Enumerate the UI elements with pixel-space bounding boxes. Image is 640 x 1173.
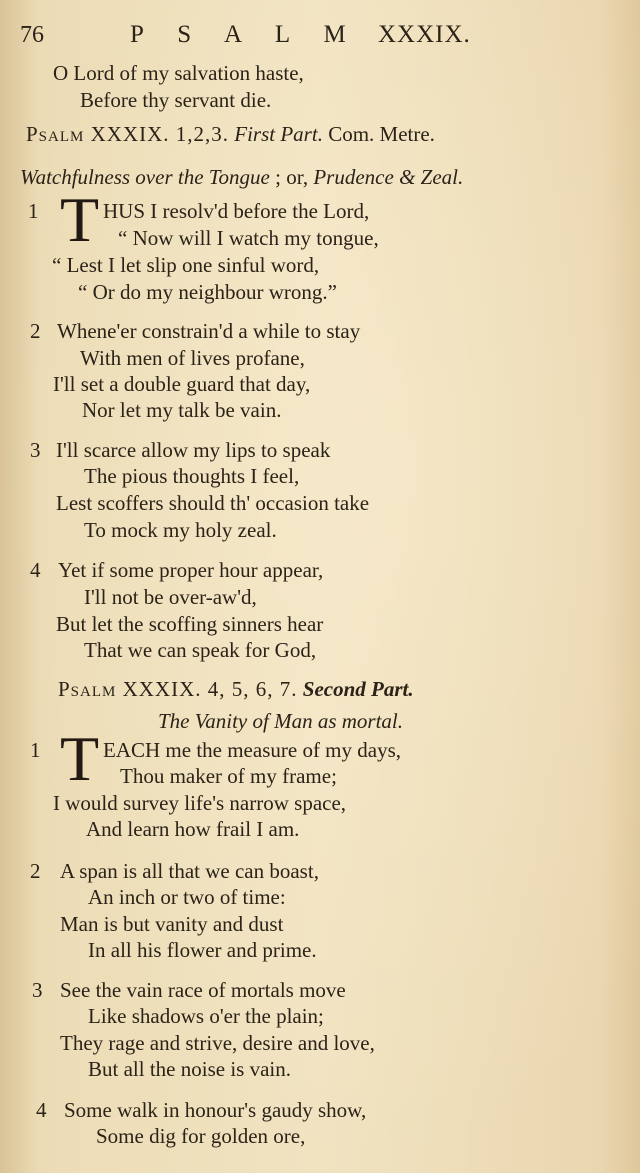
verse-line: To mock my holy zeal. — [84, 518, 277, 542]
part2-subtitle: The Vanity of Man as mortal. — [158, 709, 403, 733]
verse-line: An inch or two of time: — [88, 885, 286, 909]
verse-line: See the vain race of mortals move — [60, 978, 346, 1002]
verse-line: I'll scarce allow my lips to speak — [56, 438, 331, 462]
verse-line: Thou maker of my frame; — [120, 764, 337, 788]
continued-line: O Lord of my salvation haste, — [53, 61, 304, 85]
stanza-number: 3 — [32, 978, 43, 1002]
verse-line: The pious thoughts I feel, — [84, 464, 300, 488]
stanza-number: 2 — [30, 859, 41, 883]
stanza-number: 4 — [36, 1098, 47, 1122]
verse-line: “ Lest I let slip one sinful word, — [52, 253, 320, 277]
drop-cap: T — [60, 184, 100, 255]
part1-heading-part: First Part. — [234, 122, 323, 146]
part1-subtitle-a: Watchfulness over the Tongue — [20, 165, 270, 189]
part2-heading-part: Second Part. — [302, 677, 414, 701]
verse-line: I'll not be over-aw'd, — [84, 585, 257, 609]
running-psalm-number: XXXIX. — [378, 21, 471, 48]
page-number: 76 — [20, 22, 44, 48]
stanza-number: 4 — [30, 558, 41, 582]
stanza-number: 2 — [30, 319, 41, 343]
part2-heading-psalm: Psalm XXXIX. 4, 5, 6, 7. — [58, 677, 298, 701]
verse-line: With men of lives profane, — [80, 346, 305, 370]
verse-line: Whene'er constrain'd a while to stay — [57, 319, 361, 343]
verse-line: And learn how frail I am. — [86, 817, 300, 841]
verse-line: But all the noise is vain. — [88, 1057, 291, 1081]
verse-line: Some dig for golden ore, — [96, 1124, 306, 1148]
verse-line: Some walk in honour's gaudy show, — [64, 1098, 367, 1122]
verse-line: “ Or do my neighbour wrong.” — [78, 280, 337, 304]
part1-subtitle-b: Prudence & Zeal. — [313, 165, 464, 189]
verse-line: HUS I resolv'd before the Lord, — [103, 199, 370, 223]
drop-cap: T — [60, 723, 100, 794]
verse-line: Like shadows o'er the plain; — [88, 1004, 324, 1028]
part2-heading — [58, 676, 414, 702]
part1-heading — [26, 121, 435, 147]
verse-line: I would survey life's narrow space, — [53, 791, 347, 815]
part1-heading-metre: Com. Metre. — [328, 122, 435, 146]
verse-line: That we can speak for God, — [84, 638, 317, 662]
verse-line: Yet if some proper hour appear, — [58, 558, 324, 582]
verse-line: Man is but vanity and dust — [60, 912, 284, 936]
verse-line: In all his flower and prime. — [88, 938, 317, 962]
running-title: P S A L M — [130, 21, 360, 48]
part1-heading-psalm: Psalm XXXIX. 1,2,3. — [26, 122, 230, 146]
part1-subtitle-or: ; or, — [275, 165, 309, 189]
verse-line: Nor let my talk be vain. — [82, 398, 282, 422]
stanza-number: 1 — [30, 738, 41, 762]
stanza-number: 3 — [30, 438, 41, 462]
verse-line: But let the scoffing sinners hear — [56, 612, 324, 636]
verse-line: They rage and strive, desire and love, — [60, 1031, 375, 1055]
continued-line: Before thy servant die. — [80, 88, 272, 112]
verse-line: “ Now will I watch my tongue, — [118, 226, 379, 250]
stanza-number: 1 — [28, 199, 39, 223]
verse-line: I'll set a double guard that day, — [53, 372, 311, 396]
verse-line: EACH me the measure of my days, — [103, 738, 402, 762]
verse-line: Lest scoffers should th' occasion take — [56, 491, 370, 515]
verse-line: A span is all that we can boast, — [60, 859, 319, 883]
